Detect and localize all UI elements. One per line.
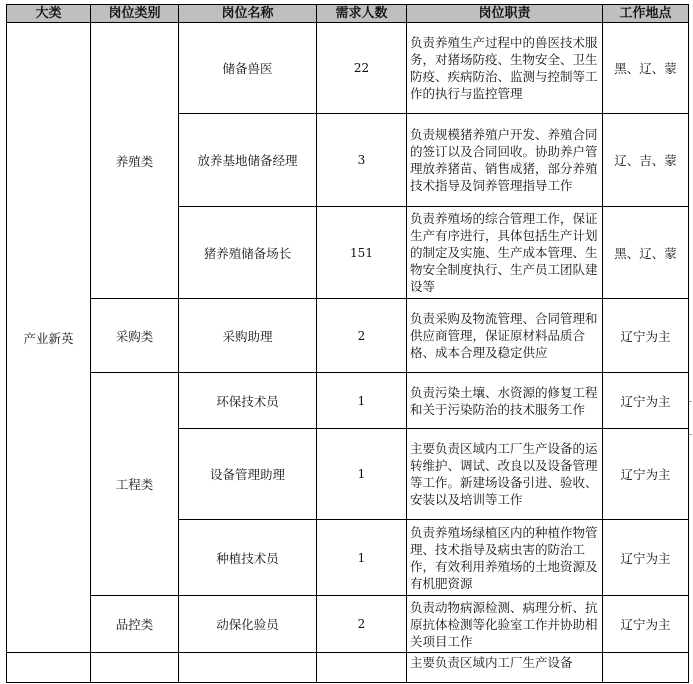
location-cell: 黑、辽、蒙 [603,207,689,299]
table-row [7,23,689,114]
table-row [7,299,689,373]
duty-cell: 负责污染土壤、水资源的修复工程和关于污染防治的技术服务工作 [407,373,603,429]
location-cell: 辽、吉、蒙 [603,114,689,207]
location-cell [603,653,689,683]
recruitment-table-sheet [6,4,688,684]
duty-cell: 主要负责区域内工厂生产设备 [407,653,603,683]
duty-cell: 负责采购及物流管理、合同管理和供应商管理，保证原材料品质合格、成本合理及稳定供应 [407,299,603,373]
header-duties: 岗位职责 [407,5,603,23]
page-edge-mark [689,401,692,402]
duty-cell: 负责养殖场绿植区内的种植作物管理、技术指导及病虫害的防治工作，有效利用养殖场的土地资源及有机肥资源 [407,520,603,596]
duty-cell: 负责养殖场的综合管理工作，保证生产有序进行，具体包括生产计划的制定及实施、生产成本管理、生物安全制度执行、生产员工团队建设等 [407,207,603,299]
headcount-cell: 22 [317,23,407,114]
headcount-cell: 1 [317,429,407,520]
duty-cell: 负责规模猪养殖户开发、养殖合同的签订以及合同回收。协助养户管理放养猪苗、销售成猪，部分养殖技术指导及饲养管理指导工作 [407,114,603,207]
group-name-cell: 工程类 [91,373,179,596]
recruitment-table [6,4,689,683]
header-location: 工作地点 [603,5,689,23]
group-name-cell: 养殖类 [91,23,179,299]
headcount-cell: 2 [317,299,407,373]
category-cell: 产业新英 [7,23,91,653]
position-name-cell: 动保化验员 [179,596,317,653]
header-position-name: 岗位名称 [179,5,317,23]
location-cell: 辽宁为主 [603,299,689,373]
header-category: 大类 [7,5,91,23]
headcount-cell: 1 [317,373,407,429]
header-headcount: 需求人数 [317,5,407,23]
headcount-cell: 3 [317,114,407,207]
headcount-cell: 2 [317,596,407,653]
location-cell: 辽宁为主 [603,596,689,653]
table-row [7,373,689,429]
headcount-cell: 1 [317,520,407,596]
table-row-partial [7,653,689,683]
duty-cell: 负责动物病源检测、病理分析、抗原抗体检测等化验室工作并协助相关项目工作 [407,596,603,653]
headcount-cell: 151 [317,207,407,299]
location-cell: 辽宁为主 [603,520,689,596]
page-edge-mark [689,434,692,435]
duty-cell: 负责养殖生产过程中的兽医技术服务，对猪场防疫、生物安全、卫生防疫、疾病防治、监测与控制等工作的执行与监控管理 [407,23,603,114]
location-cell: 辽宁为主 [603,373,689,429]
position-name-cell: 储备兽医 [179,23,317,114]
header-position-type: 岗位类别 [91,5,179,23]
header-row [7,5,689,23]
table-row [7,596,689,653]
category-cell [7,653,91,683]
position-name-cell: 种植技术员 [179,520,317,596]
location-cell: 黑、辽、蒙 [603,23,689,114]
group-name-cell: 采购类 [91,299,179,373]
position-name-cell: 放养基地储备经理 [179,114,317,207]
duty-cell: 主要负责区域内工厂生产设备的运转维护、调试、改良以及设备管理等工作。新建场设备引进、验收、安装以及培训等工作 [407,429,603,520]
position-name-cell: 猪养殖储备场长 [179,207,317,299]
position-name-cell: 设备管理助理 [179,429,317,520]
group-name-cell: 品控类 [91,596,179,653]
location-cell: 辽宁为主 [603,429,689,520]
position-name-cell [179,653,317,683]
group-name-cell [91,653,179,683]
position-name-cell: 采购助理 [179,299,317,373]
position-name-cell: 环保技术员 [179,373,317,429]
headcount-cell [317,653,407,683]
